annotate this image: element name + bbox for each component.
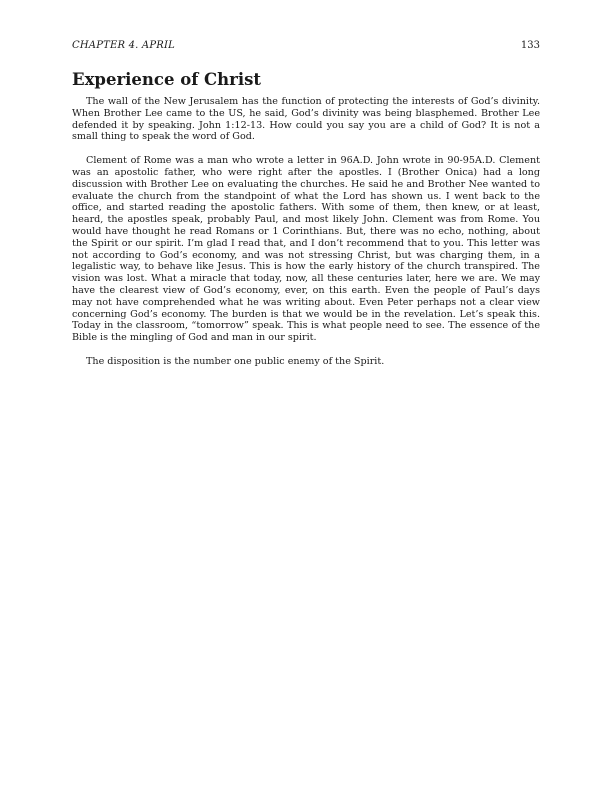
paragraph-disposition: The disposition is the number one public enemy of the Spirit.: [86, 355, 385, 367]
running-header: [72, 40, 540, 54]
chapter-label: CHAPTER 4. APRIL: [72, 40, 175, 51]
page-number: 133: [520, 40, 540, 51]
paragraph-new-jerusalem-wall: The wall of the New Jerusalem has the function of protecting the interests of God’s divinity. When Brother Lee came to the US, he said, God’s divinity was being blasphemed. Brother Lee defended it by speaking. John 1:12-13. How could you say you are a child of God? It is not a small thing to speak the word of God.: [72, 96, 540, 143]
document-page: [72, 40, 540, 368]
section-title: Experience of Christ: [72, 70, 262, 89]
paragraph-clement-of-rome: Clement of Rome was a man who wrote a letter in 96A.D. John wrote in 90-95A.D. Clement was an apostolic father, who were right after the apostles. I (Brother Onica) had a long discussion with Brother Lee on evaluating the churches. He said he and Brother Nee wanted to evaluate the church from the standpoint of what the Lord has shown us. I went back to the office, and started reading the apostolic fathers. With some of them, then knew, or at least, heard, the apostles speak, probably Paul, and most likely John. Clement was from Rome. You would have thought he read Romans or 1 Corinthians. But, there was no echo, nothing, about the Spirit or our spirit. I’m glad I read that, and I don’t recommend that to you. This letter was not according to God’s economy, and was not stressing Christ, but was charging them, in a legalistic way, to behave like Jesus. This is how the early history of the church transpired. The vision was lost. What a miracle that today, now, all these centuries later, here we are. We may have the clearest view of God’s economy, ever, on this earth. Even the people of Paul’s days may not have comprehended what he was writing about. Even Peter perhaps not a clear view concerning God’s economy. The burden is that we would be in the revelation. Let’s speak this. Today in the classroom, “tomorrow” speak. This is what people need to see. The essence of the Bible is the mingling of God and man in our spirit.: [72, 155, 540, 344]
